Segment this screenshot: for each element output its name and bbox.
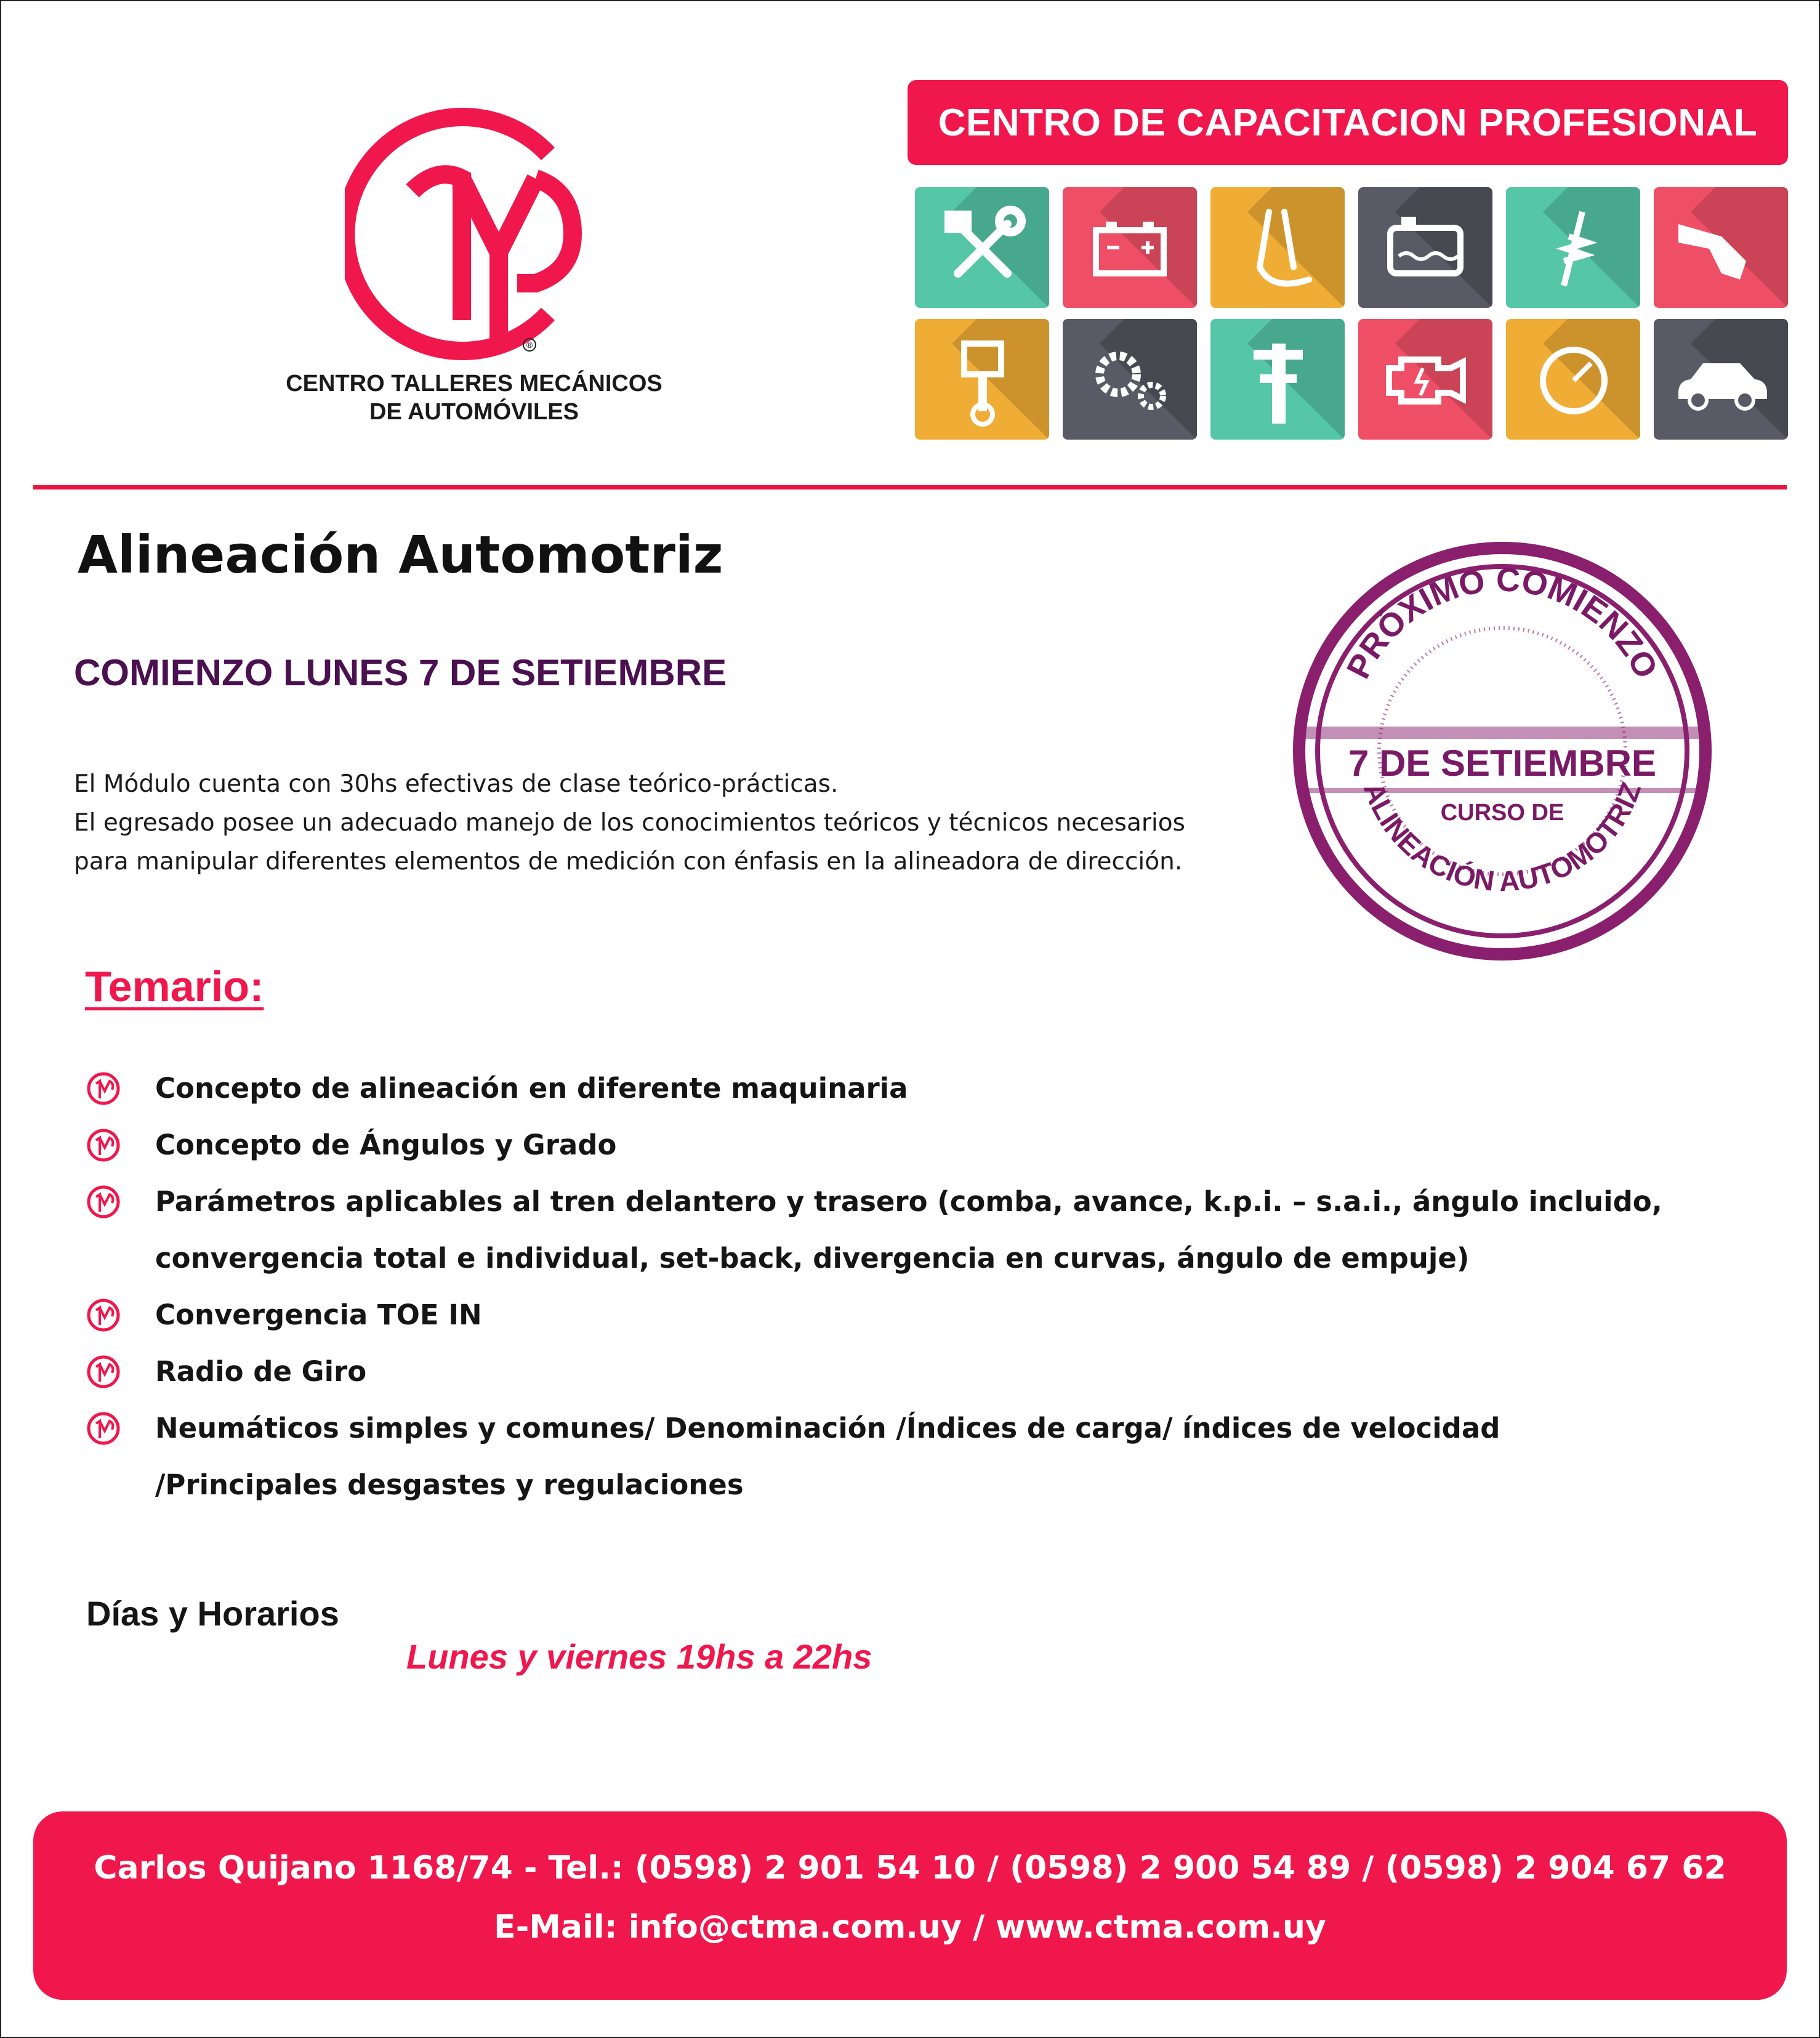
ctma-bullet-icon (86, 1355, 121, 1389)
ctma-bullet-icon (86, 1411, 121, 1446)
jumper-cables-icon (1210, 187, 1345, 308)
description-line: para manipular diferentes elementos de medición con énfasis en la alineadora de dirección. (74, 848, 1183, 876)
course-start: COMIENZO LUNES 7 DE SETIEMBRE (74, 652, 727, 693)
engine-icon (1358, 319, 1492, 440)
topic-line: /Principales desgastes y regulaciones (155, 1468, 744, 1501)
footer-address-phones: Carlos Quijano 1168/74 - Tel.: (0598) 2 901 54 10 / (0598) 2 900 54 89 / (0598) 2 904 67 62 (94, 1850, 1726, 1887)
topic-line: Convergencia TOE IN (155, 1299, 482, 1331)
course-description (74, 765, 1244, 881)
footer-email-web: E-Mail: info@ctma.com.uy / www.ctma.com.uy (494, 1909, 1326, 1946)
stamp-top-arc: PRÓXIMO COMIENZO (1339, 561, 1665, 685)
speedometer-icon (1506, 319, 1640, 440)
contact-footer (33, 1811, 1787, 2000)
section-divider (33, 485, 1787, 489)
topic-line: Concepto de alineación en diferente maquinaria (155, 1072, 908, 1105)
caliper-icon (1210, 319, 1345, 440)
description-line: El egresado posee un adecuado manejo de los conocimientos teóricos y técnicos necesarios (74, 809, 1185, 837)
logo-caption (234, 369, 714, 426)
ctma-logo (345, 99, 603, 369)
topic-line: Concepto de Ángulos y Grado (155, 1129, 617, 1161)
topic-line: convergencia total e individual, set-back, divergencia en curvas, ángulo de empuje) (155, 1242, 1470, 1275)
schedule-value: Lunes y viernes 19hs a 22hs (406, 1637, 872, 1676)
ctma-bullet-icon (86, 1185, 121, 1219)
temario-heading: Temario: (85, 962, 264, 1010)
header-banner: CENTRO DE CAPACITACION PROFESIONAL (908, 80, 1788, 165)
proximo-comienzo-stamp (1287, 536, 1718, 967)
svg-text:®: ® (526, 340, 533, 350)
gears-icon (1063, 319, 1197, 440)
stamp-curso: CURSO DE (1440, 800, 1564, 826)
svg-text:ALINEACIÓN AUTOMOTRIZ (1358, 778, 1648, 898)
battery-icon (1063, 187, 1197, 308)
fuel-nozzle-icon (1654, 187, 1788, 308)
description-line: El Módulo cuenta con 30hs efectivas de clase teórico-prácticas. (74, 770, 839, 798)
course-title: Alineación Automotriz (78, 525, 723, 585)
logo-caption-line1: CENTRO TALLERES MECÁNICOS (286, 371, 662, 397)
logo-caption-line2: DE AUTOMÓVILES (369, 399, 579, 425)
ctma-bullet-icon (86, 1071, 121, 1106)
piston-icon (915, 319, 1049, 440)
stamp-bottom-arc: ALINEACIÓN AUTOMOTRIZ (1357, 778, 1648, 898)
ctma-bullet-icon (86, 1128, 121, 1162)
car-icon (1654, 319, 1788, 440)
ctma-bullet-icon (86, 1298, 121, 1332)
tools-icon (915, 187, 1049, 308)
shock-absorber-icon (1506, 187, 1640, 308)
topic-line: Neumáticos simples y comunes/ Denominación /Índices de carga/ índices de velocidad (155, 1412, 1500, 1444)
topic-line: Radio de Giro (155, 1355, 367, 1388)
topic-line: Parámetros aplicables al tren delantero y trasero (comba, avance, k.p.i. – s.a.i., ángulo incluido, (155, 1185, 1662, 1218)
coolant-icon (1358, 187, 1492, 308)
schedule-label: Días y Horarios (86, 1594, 339, 1633)
stamp-date: 7 DE SETIEMBRE (1348, 743, 1657, 784)
